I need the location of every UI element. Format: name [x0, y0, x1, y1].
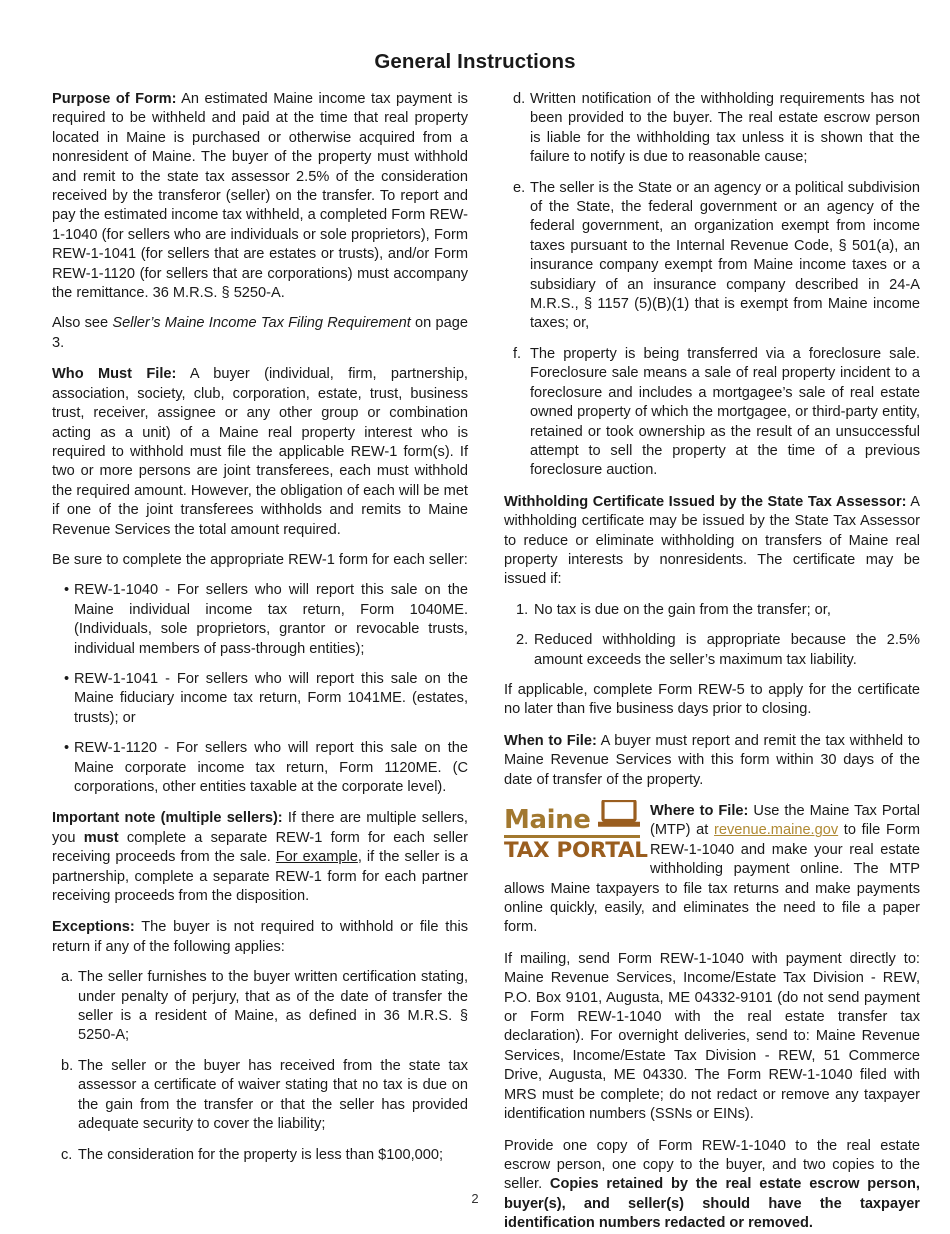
bullet-marker: • [64, 670, 70, 687]
also-see-italic-title: Seller’s Maine Income Tax Filing Requirement [112, 315, 411, 332]
bullet-marker: • [64, 740, 70, 757]
list-marker: e. [513, 179, 526, 196]
exceptions-list-left [52, 968, 468, 1165]
list-item [52, 1057, 468, 1135]
list-item-text: No tax is due on the gain from the transfer; or, [534, 601, 831, 618]
logo-word-maine: Maine [504, 805, 591, 835]
provide-copies-part1: Provide one copy of Form REW-1-1040 to the real estate escrow person, one copy to the buyer, and two copies to the seller. [504, 1137, 920, 1193]
list-item-text: Reduced withholding is appropriate because the 2.5% amount exceeds the seller’s maximum tax liability. [534, 632, 920, 668]
list-item [504, 631, 920, 670]
list-item [52, 1146, 468, 1165]
right-column [504, 90, 920, 1234]
purpose-of-form-body: An estimated Maine income tax payment is required to be withheld and paid at the time that real property located in Maine is purchased or otherwise acquired from a nonresident of Maine. The buyer of the property must withhold and remit to the state tax assessor 2.5% of the consideration received by the transferor (seller) on the transfer. To report and pay the estimated income tax withheld, a completed Form REW-1-1040 (for sellers who are individuals or sole proprietors), Form REW-1-1041 (for sellers that are estates or trusts), and/or Form REW-1-1120 (for sellers that are corporations) must accompany the remittance. 36 M.R.S. § 5250-A. [52, 91, 468, 302]
when-to-file-body: A buyer must report and remit the tax withheld to Maine Revenue Services with this form within 30 days of the date of transfer of the property. [504, 732, 920, 788]
important-note-for-example: For example [275, 849, 358, 866]
where-to-file-part1: Use the Maine Tax Portal (MTP) at [650, 803, 920, 839]
important-note-must: must [83, 829, 119, 846]
list-marker: f. [513, 345, 522, 362]
two-column-body [0, 74, 950, 1234]
list-item [504, 601, 920, 620]
list-item-text: The seller or the buyer has received from the state tax assessor a certificate of waiver stating that no tax is due on the gain from the transfer or that the seller has provided adequate security to cover the liability; [78, 1057, 468, 1133]
important-note-heading: Important note (multiple sellers): [52, 810, 283, 827]
who-must-file-heading: Who Must File: [52, 366, 177, 383]
list-item [504, 345, 920, 481]
list-item-text: The property is being transferred via a foreclosure sale. Foreclosure sale means a sale of real property incident to a foreclosure and includes a mortgagee’s sale of real estate owned property of which the mortgagee, or third-party entity, retained or took ownership as the result of an unsuccessful attempt to sell the property at the time of a previous foreclosure auction. [530, 345, 920, 479]
list-item-text: The seller furnishes to the buyer written certification stating, under penalty of perjury, that as of the date of transfer the seller is a resident of Maine, as defined in 36 M.R.S. § 5250-A; [78, 969, 468, 1044]
list-item [52, 739, 468, 797]
list-marker: b. [61, 1057, 74, 1074]
purpose-of-form-heading: Purpose of Form: [52, 91, 177, 107]
exceptions-paragraph [52, 918, 468, 957]
list-item [504, 90, 920, 168]
be-sure-paragraph: Be sure to complete the appropriate REW-1 form for each seller: [52, 551, 468, 568]
provide-copies-bold: Copies retained by the real estate escrow person, buyer(s), and seller(s) should have the taxpayer identification numbers redacted or removed. [504, 1176, 920, 1232]
list-item [52, 670, 468, 728]
list-item-text: REW-1-1040 - For sellers who will report this sale on the Maine individual income tax return, Form 1040ME. (Individuals, sole proprietors, grantor or revocable trusts, individual members of pass-through entities); [74, 582, 468, 657]
list-item [52, 581, 468, 659]
list-marker: a. [61, 969, 74, 986]
list-item-text: Written notification of the withholding requirements has not been provided to the buyer. The real estate escrow person is liable for the withholding tax unless it is shown that the failure to notify is due to reasonable cause; [530, 91, 920, 166]
page-title: General Instructions [374, 50, 576, 73]
bullet-marker: • [64, 582, 70, 599]
purpose-of-form-paragraph [52, 90, 468, 303]
withholding-certificate-body: A withholding certificate may be issued by the State Tax Assessor to reduce or eliminate withholding on transfers of Maine real property interests by nonresidents. The certificate may be issued if: [504, 493, 920, 588]
list-marker: 2. [516, 632, 529, 649]
list-marker: c. [61, 1146, 73, 1163]
if-mailing-paragraph: If mailing, send Form REW-1-1040 with payment directly to: Maine Revenue Services, Income/Estate Tax Division - REW, P.O. Box 9101, Augusta, ME 04332-9101 (do not send payment or Form REW-1-1040 with the real estate transfer tax declaration). For overnight deliveries, send to: Maine Revenue Services, Income/Estate Tax Division - REW, 51 Commerce Drive, Augusta, ME 04330. The Form REW-1-1040 filed with MRS must be complete; do not redact or remove any taxpayer identification numbers (SSNs or EINs). [504, 950, 920, 1123]
list-item [504, 179, 920, 334]
also-see-prefix: Also see [52, 315, 113, 332]
list-marker: 1. [516, 601, 529, 618]
list-item-text: The seller is the State or an agency or a political subdivision of the State, the federal government or an agency of the federal government, an organization exempt from income taxes pursuant to the Internal Revenue Code, § 501(a), an insurance company exempt from Maine income taxes or a subsidiary of an insurance company described in 24-A M.R.S., § 1157 (5)(B)(1) that is exempt from Maine income taxes; or, [530, 179, 920, 332]
list-item-text: REW-1-1041 - For sellers who will report this sale on the Maine fiduciary income tax return, Form 1041ME. (estates, trusts); or [74, 670, 468, 726]
left-column [52, 90, 468, 1234]
exceptions-heading: Exceptions: [52, 919, 135, 936]
withholding-certificate-heading: Withholding Certificate Issued by the State Tax Assessor: [504, 493, 907, 510]
logo-top-row [504, 804, 640, 833]
exceptions-list-right [504, 90, 920, 481]
also-see-paragraph [52, 314, 468, 353]
important-note-part2: complete a separate REW-1 form for each seller receiving proceeds from the sale. [52, 829, 468, 866]
where-to-file-block [504, 802, 920, 938]
logo-word-tax-portal: TAX PORTAL [504, 838, 648, 863]
list-marker: d. [513, 91, 526, 107]
when-to-file-paragraph [504, 732, 920, 790]
who-must-file-body: A buyer (individual, firm, partnership, association, society, club, corporation, estate, trust, business trust, receiver, assignee or any other group or combination acting as a unit) of a Maine real property interest who is required to withhold must file the applicable REW-1 form(s). If two or more persons are joint transferees, each must withhold the required amount. However, the obligation of each will be met if one of the joint transferees withholds and remits to Maine Revenue Services the total amount required. [52, 366, 468, 538]
also-see-suffix: on page 3. [52, 315, 469, 351]
important-note-part3: , if the seller is a partnership, complete a separate REW-1 form for each partner receiving proceeds from the disposition. [52, 849, 469, 905]
list-item-text: The consideration for the property is less than $100,000; [78, 1146, 444, 1163]
rew-form-bullet-list [52, 581, 468, 797]
maine-tax-portal-logo [504, 804, 648, 863]
where-to-file-part2: to file Form REW-1-1040 and make your real estate withholding payment online. The MTP allows Maine taxpayers to file tax returns and make payments online quickly, easily, and eliminates the need to file a paper form. [504, 822, 920, 936]
withholding-certificate-paragraph [504, 493, 920, 590]
laptop-icon [598, 800, 640, 832]
who-must-file-paragraph [52, 365, 468, 540]
where-to-file-heading: Where to File: [650, 803, 749, 819]
if-applicable-paragraph: If applicable, complete Form REW-5 to apply for the certificate no later than five business days prior to closing. [504, 681, 920, 718]
list-item [52, 968, 468, 1046]
provide-copies-paragraph [504, 1137, 920, 1234]
list-item-text: REW-1-1120 - For sellers who will report this sale on the Maine corporate income tax return, Form 1120ME. (C corporations, other entities taxable at the corporate level). [74, 740, 468, 795]
when-to-file-heading: When to File: [504, 732, 597, 749]
certificate-conditions-list [504, 601, 920, 670]
revenue-maine-gov-link[interactable]: revenue.maine.gov [714, 822, 839, 839]
important-note-part1: If there are multiple sellers, you [52, 810, 468, 846]
important-note-paragraph [52, 809, 468, 906]
exceptions-body: The buyer is not required to withhold or file this return if any of the following applies: [52, 919, 468, 955]
page-number-footer: 2 [471, 1191, 479, 1206]
